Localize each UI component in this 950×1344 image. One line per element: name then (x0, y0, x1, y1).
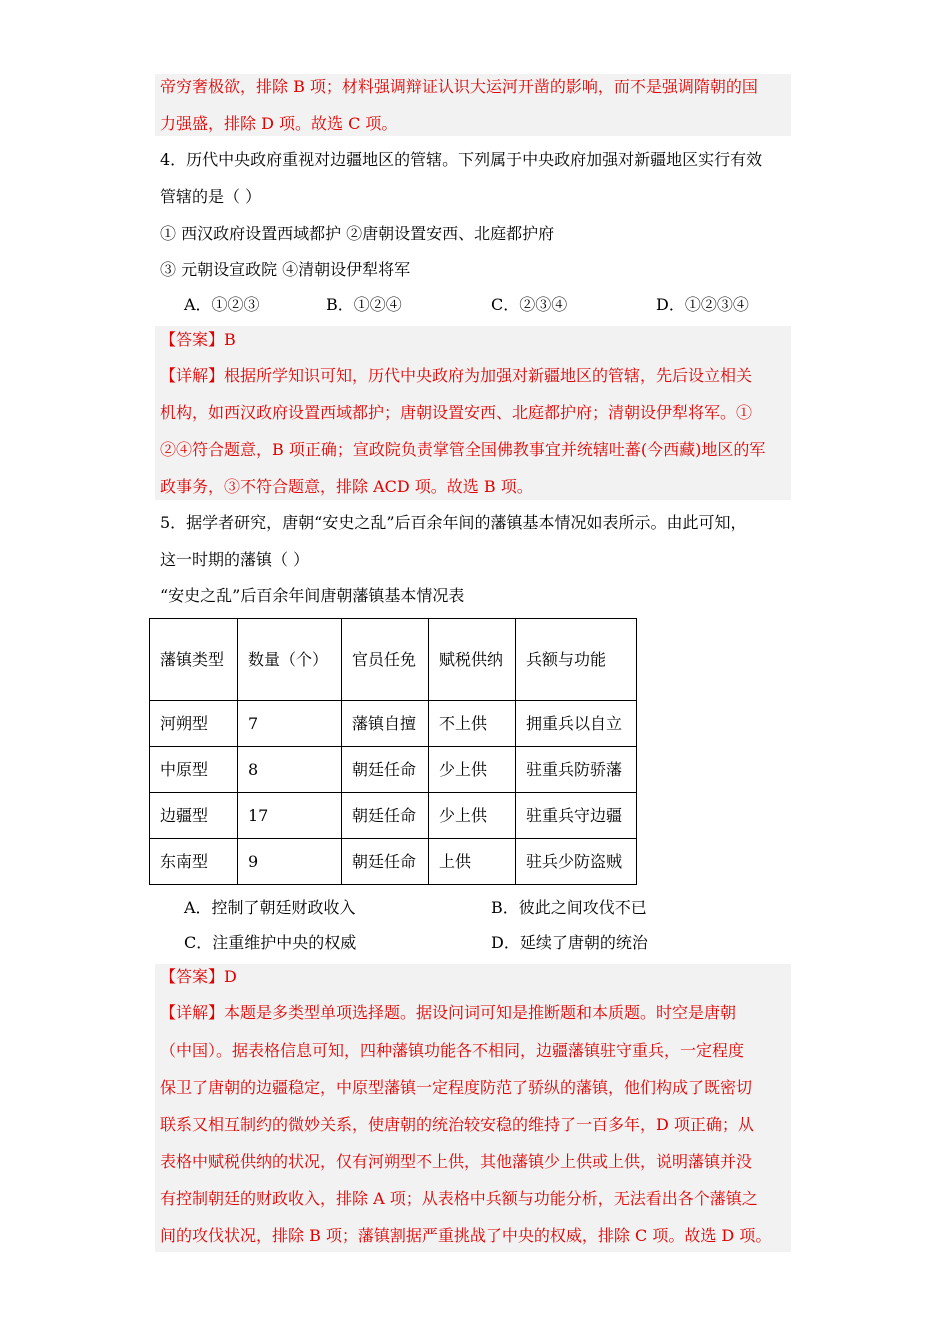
question-5-stem: 5．据学者研究，唐朝“安史之乱”后百余年间的藩镇基本情况如表所示。由此可知， (160, 513, 747, 532)
table-cell: 7 (238, 701, 342, 747)
question-4-explanation: 机构，如西汉政府设置西域都护；唐朝设置安西、北庭都护府；清朝设伊犁将军。① (160, 403, 753, 422)
table-cell: 东南型 (150, 839, 238, 885)
question-4-answer: 【答案】B (160, 330, 236, 349)
question-5-explanation: 有控制朝廷的财政收入，排除 A 项；从表格中兵额与功能分析，无法看出各个藩镇之 (160, 1189, 758, 1208)
question-4-stem: 管辖的是（ ） (160, 187, 262, 206)
question-5-explanation: 【详解】本题是多类型单项选择题。据设问词可知是推断题和本质题。时空是唐朝 (160, 1003, 737, 1022)
table-cell: 不上供 (429, 701, 516, 747)
table-header-cell: 兵额与功能 (516, 619, 637, 701)
question-4-explanation: 政事务，③不符合题意，排除 ACD 项。故选 B 项。 (160, 477, 533, 496)
table-cell: 朝廷任命 (342, 793, 429, 839)
question-5-option-b: B．彼此之间攻伐不已 (491, 898, 647, 917)
table-cell: 少上供 (429, 747, 516, 793)
table-cell: 驻重兵防骄藩 (516, 747, 637, 793)
question-5-option-c: C．注重维护中央的权威 (184, 933, 357, 952)
table-cell: 少上供 (429, 793, 516, 839)
explanation-line: 帝穷奢极欲，排除 B 项；材料强调辩证认识大运河开凿的影响，而不是强调隋朝的国 (160, 77, 758, 96)
question-5-explanation: 表格中赋税供纳的状况，仅有河朔型不上供，其他藩镇少上供或上供，说明藩镇并没 (160, 1152, 753, 1171)
question-5-option-a: A．控制了朝廷财政收入 (184, 898, 356, 917)
table-cell: 河朔型 (150, 701, 238, 747)
question-4-explanation: 【详解】根据所学知识可知，历代中央政府为加强对新疆地区的管辖，先后设立相关 (160, 366, 753, 385)
table-header-cell: 数量（个） (238, 619, 342, 701)
question-5-stem: 这一时期的藩镇（ ） (160, 550, 310, 569)
table-cell: 中原型 (150, 747, 238, 793)
question-4-items: ① 西汉政府设置西域都护 ②唐朝设置安西、北庭都护府 (160, 224, 555, 243)
question-4-option-d: D．①②③④ (656, 295, 749, 314)
question-4-explanation: ②④符合题意，B 项正确；宣政院负责掌管全国佛教事宜并统辖吐蕃(今西藏)地区的军 (160, 440, 766, 459)
question-5-option-d: D．延续了唐朝的统治 (491, 933, 648, 952)
table-cell: 8 (238, 747, 342, 793)
question-5-explanation: （中国）。据表格信息可知，四种藩镇功能各不相同，边疆藩镇驻守重兵，一定程度 (160, 1041, 745, 1060)
table-row (150, 747, 637, 793)
table-cell: 17 (238, 793, 342, 839)
question-5-answer: 【答案】D (160, 967, 237, 986)
question-5-explanation: 联系又相互制约的微妙关系，使唐朝的统治较安稳的维持了一百多年，D 项正确；从 (160, 1115, 754, 1134)
table-cell: 9 (238, 839, 342, 885)
table-header-cell: 藩镇类型 (150, 619, 238, 701)
table-row (150, 701, 637, 747)
question-5-explanation: 保卫了唐朝的边疆稳定，中原型藩镇一定程度防范了骄纵的藩镇，他们构成了既密切 (160, 1078, 753, 1097)
table-cell: 拥重兵以自立 (516, 701, 637, 747)
question-4-items: ③ 元朝设宣政院 ④清朝设伊犁将军 (160, 260, 411, 279)
fanzhen-table (149, 618, 637, 885)
table-header-cell: 官员任免 (342, 619, 429, 701)
table-header-row (150, 619, 637, 701)
question-4-option-a: A．①②③ (184, 295, 260, 314)
table-cell: 藩镇自擅 (342, 701, 429, 747)
table-cell: 朝廷任命 (342, 839, 429, 885)
table-cell: 朝廷任命 (342, 747, 429, 793)
table-cell: 驻重兵守边疆 (516, 793, 637, 839)
table-cell: 驻兵少防盗贼 (516, 839, 637, 885)
question-5-explanation: 间的攻伐状况，排除 B 项；藩镇割据严重挑战了中央的权威，排除 C 项。故选 D 项。 (160, 1226, 772, 1245)
question-4-option-b: B．①②④ (326, 295, 402, 314)
table-cell: 边疆型 (150, 793, 238, 839)
table-header-cell: 赋税供纳 (429, 619, 516, 701)
table-row (150, 839, 637, 885)
question-4-stem: 4．历代中央政府重视对边疆地区的管辖。下列属于中央政府加强对新疆地区实行有效 (160, 150, 763, 169)
question-4-option-c: C．②③④ (491, 295, 568, 314)
explanation-line: 力强盛，排除 D 项。故选 C 项。 (160, 114, 398, 133)
table-title: “安史之乱”后百余年间唐朝藩镇基本情况表 (160, 586, 465, 605)
table-row (150, 793, 637, 839)
table-cell: 上供 (429, 839, 516, 885)
